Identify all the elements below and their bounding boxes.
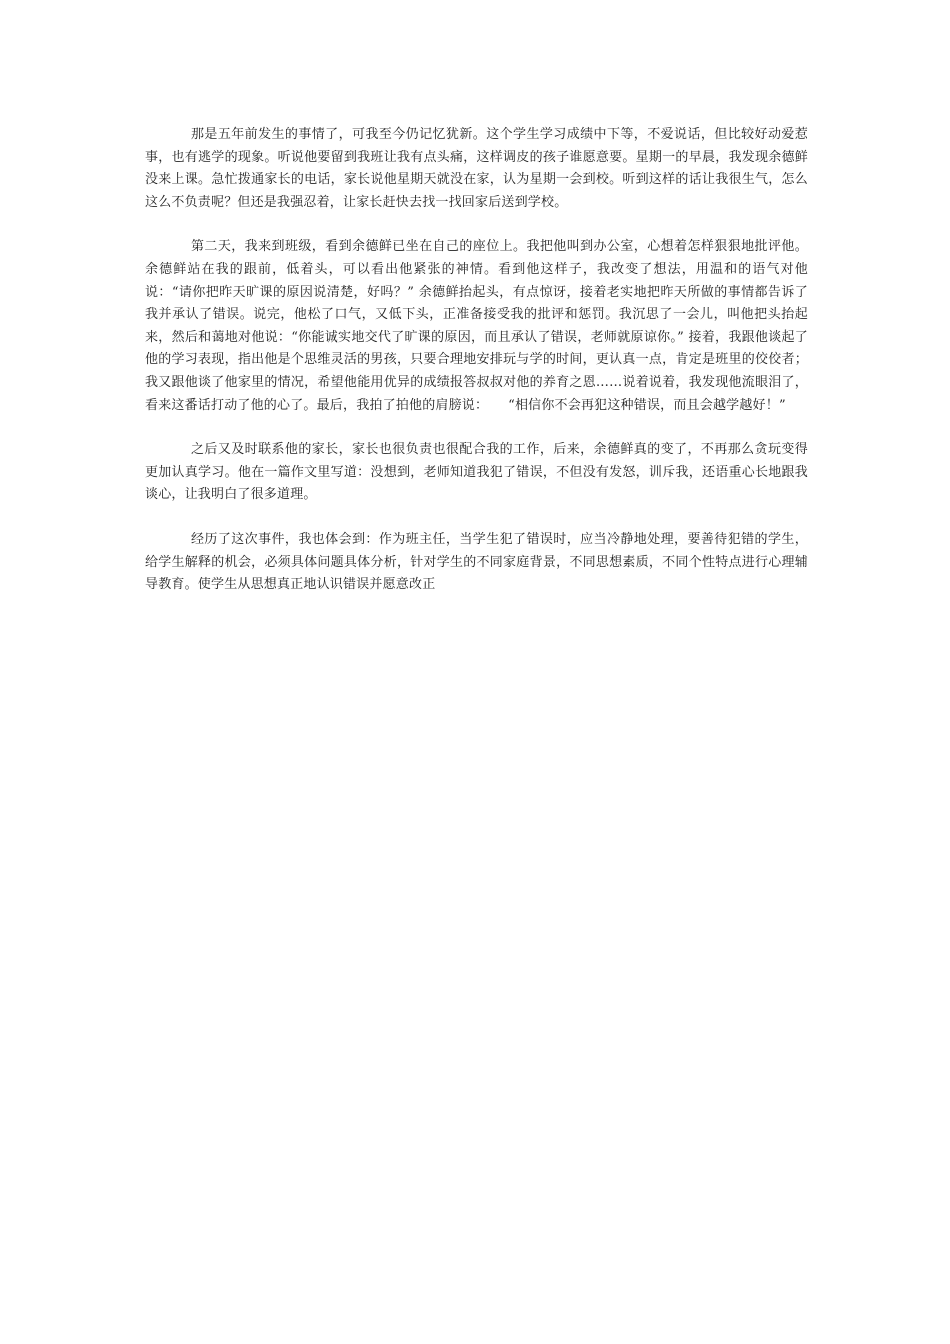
paragraph-2: 第二天，我来到班级，看到余德鲜已坐在自己的座位上。我把他叫到办公室，心想着怎样狠狠地批评他。余德鲜站在我的跟前，低着头，可以看出他紧张的神情。看到他这样子，我改变了想法，用温和的语气对他说：“请你把昨天旷课的原因说清楚，好吗？” 余德鲜抬起头，有点惊讶，接着老实地把昨天所做的事情都告诉了我并承认了错误。说完，他松了口气，又低下头，正准备接受我的批评和惩罚。我沉思了一会儿，叫他把头抬起来，然后和蔼地对他说：“你能诚实地交代了旷课的原因，而且承认了错误，老师就原谅你。” 接着，我跟他谈起了他的学习表现，指出他是个思维灵活的男孩，只要合理地安排玩与学的时间，更认真一点，肯定是班里的佼佼者；我又跟他谈了他家里的情况，希望他能用优异的成绩报答叔叔对他的养育之恩……说着说着，我发现他流眼泪了，看来这番话打动了他的心了。最后，我拍了拍他的肩膀说： “相信你不会再犯这种错误，而且会越学越好！” (145, 239, 808, 413)
document-body (145, 124, 808, 619)
paragraph-3: 之后又及时联系他的家长，家长也很负责也很配合我的工作，后来，余德鲜真的变了，不再那么贪玩变得更加认真学习。他在一篇作文里写道：没想到，老师知道我犯了错误，不但没有发怒，训斥我，还语重心长地跟我谈心，让我明白了很多道理。 (145, 442, 808, 503)
paragraph-1: 那是五年前发生的事情了，可我至今仍记忆犹新。这个学生学习成绩中下等，不爱说话，但比较好动爱惹事，也有逃学的现象。听说他要留到我班让我有点头痛，这样调皮的孩子谁愿意要。星期一的早晨，我发现余德鲜没来上课。急忙拨通家长的电话，家长说他星期天就没在家，认为星期一会到校。听到这样的话让我很生气，怎么这么不负责呢？但还是我强忍着，让家长赶快去找一找回家后送到学校。 (145, 127, 808, 210)
paragraph-4: 经历了这次事件，我也体会到：作为班主任，当学生犯了错误时，应当冷静地处理，要善待犯错的学生，给学生解释的机会，必须具体问题具体分析，针对学生的不同家庭背景，不同思想素质，不同个性特点进行心理辅导教育。使学生从思想真正地认识错误并愿意改正 (145, 531, 808, 593)
